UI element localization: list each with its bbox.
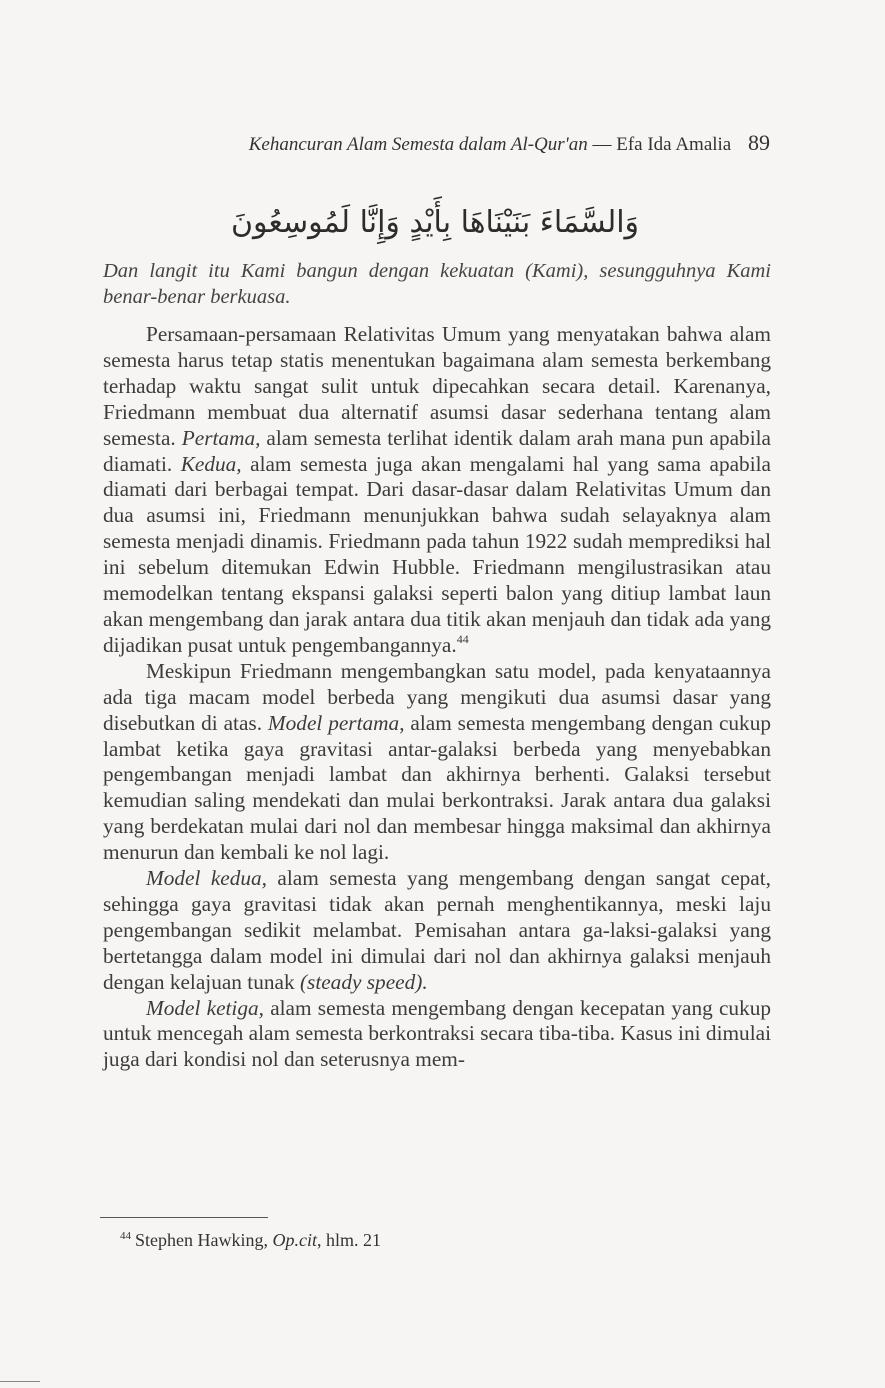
italic-term: Model pertama xyxy=(267,710,400,735)
paragraph-2 xyxy=(103,659,771,866)
paragraph-text: alam semesta terlihat identik dalam arah mana pun apabila diamati. xyxy=(103,425,771,476)
header-separator: — xyxy=(592,134,612,155)
paragraph-text: Meskipun Friedmann mengembangkan satu model, pada kenyataannya ada tiga macam model berbeda yang mengikuti dua asumsi dasar yang disebutkan di atas. xyxy=(103,658,771,735)
header-title: Kehancuran Alam Semesta dalam Al-Qur'an xyxy=(248,134,588,155)
paragraph-text: alam semesta yang mengembang dengan sangat cepat, sehingga gaya gravitasi tidak akan pernah menghentikannya, meski laju pengembangan sedikit melambat. Pemisahan antara ga-laksi-galaksi yang bertetangga dalam model ini dimulai dari nol dan akhirnya galaksi menjauh dengan kelajuan tunak xyxy=(103,866,771,994)
body-text xyxy=(103,322,771,1073)
italic-term: Model kedua, xyxy=(146,866,267,891)
paragraph-3 xyxy=(103,866,771,996)
paragraph-text: , alam semesta mengembang dengan cukup lambat ketika gaya gravitasi antar-galaksi berbeda yang menyebabkan pengembangan menjadi lambat dan akhirnya berhenti. Galaksi tersebut kemudian saling mendekati dan mulai berkontraksi. Jarak antara dua galaksi yang berdekatan mulai dari nol dan membesar hingga maksimal dan akhirnya menurun dan kembali ke nol lagi. xyxy=(103,710,772,865)
scan-edge-line xyxy=(0,1381,40,1382)
paragraph-text: alam semesta juga akan mengalami hal yang sama apabila diamati dari berbagai tempat. Dari dasar-dasar dalam Relativitas Umum dan dua asumsi ini, Friedmann menunjukkan bahwa sudah selayaknya alam semesta menjadi dinamis. Friedmann pada tahun 1922 sudah memprediksi hal ini sebelum ditemukan Edwin Hubble. Friedmann mengilustrasikan atau memodelkan tentang ekspansi galaksi seperti balon yang ditiup lambat laun akan mengembang dan jarak antara dua titik akan menjauh dan tidak ada yang dijadikan pusat untuk pengembangannya. xyxy=(103,451,771,657)
footnote-number: 44 xyxy=(120,1230,131,1242)
paragraph-text: Persamaan-persamaan Relativitas Umum yang menyatakan bahwa alam semesta harus tetap statis menentukan bagaimana alam semesta berkembang terhadap waktu sangat sulit untuk dipecahkan secara detail. Karenanya, Friedmann membuat dua alternatif asumsi dasar sederhana tentang alam semesta. xyxy=(103,322,771,450)
footnote-divider xyxy=(100,1217,268,1218)
page-number: 89 xyxy=(748,130,770,155)
italic-term: Kedua, xyxy=(180,451,242,476)
footnote-author: Stephen Hawking, xyxy=(135,1230,273,1250)
header-author: Efa Ida Amalia xyxy=(616,134,732,155)
italic-term: Model ketiga, xyxy=(146,995,264,1020)
footnote-work: Op.cit xyxy=(272,1230,317,1250)
italic-term: Pertama, xyxy=(181,425,261,450)
running-header xyxy=(100,130,770,156)
paragraph-4 xyxy=(103,996,771,1074)
quran-verse-arabic: وَالسَّمَاءَ بَنَيْنَاهَا بِأَيْدٍ وَإِنَّا لَمُوسِعُونَ xyxy=(230,205,640,240)
footnote-rest: , hlm. 21 xyxy=(316,1230,381,1250)
footnote xyxy=(120,1230,760,1251)
paragraph-text: alam semesta mengembang dengan kecepatan yang cukup untuk mencegah alam semesta berkontraksi secara tiba-tiba. Kasus ini dimulai juga dari kondisi nol dan seterusnya mem- xyxy=(103,995,772,1072)
verse-translation: Dan langit itu Kami bangun dengan kekuatan (Kami), sesungguhnya Kami benar-benar berkuasa. xyxy=(103,260,771,308)
italic-term: (steady speed). xyxy=(299,969,428,994)
footnote-reference[interactable]: 44 xyxy=(456,631,469,646)
paragraph-1 xyxy=(103,322,771,659)
